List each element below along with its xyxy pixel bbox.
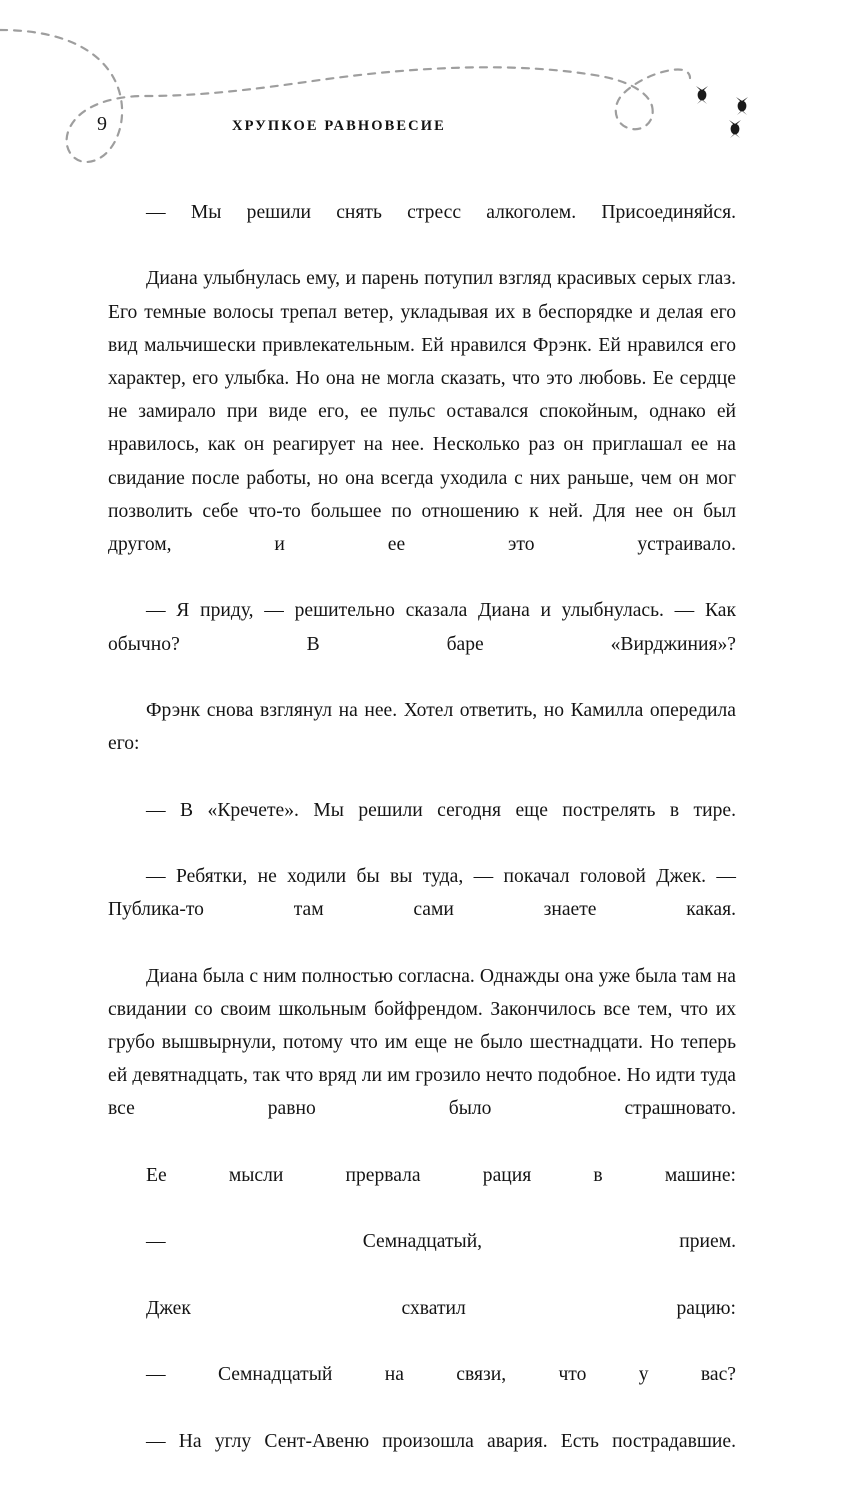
paragraph: — Семнадцатый на связи, что у вас? <box>146 1364 736 1386</box>
page-header <box>0 0 844 190</box>
paragraph: — Ребятки, не ходили бы вы туда, — покачал головой Джек. — Публика-то там сами знаете какая. <box>108 866 736 921</box>
bee-icon <box>736 97 748 115</box>
paragraph: Диана улыбнулась ему, и парень потупил взгляд красивых серых глаз. Его темные волосы трепал ветер, укладывая их в беспорядке и делая его вид мальчишески привлекательным. Ей нравился Фрэнк. Ей нравился его характер, его улыбка. Но она не могла сказать, что это любовь. Ее сердце не замирало при виде его, ее пульс оставался спокойным, однако ей нравилось, как он реагирует на нее. Несколько раз он приглашал ее на свидание после работы, но она всегда уходила с них раньше, чем он мог позволить себе что-то большее по отношению к ней. Для нее он был другом, и ее это устраивало. <box>108 268 736 556</box>
paragraph: — Семнадцатый, прием. <box>146 1231 736 1253</box>
bee-icon <box>729 120 741 138</box>
paragraph: Диана была с ним полностью согласна. Однажды она уже была там на свидании со своим школьным бойфрендом. Закончилось все тем, что их грубо вышвырнули, потому что им еще не было шестнадцати. Но теперь ей девятнадцать, так что вряд ли им грозило нечто подобное. Но идти туда все равно было страшновато. <box>108 965 736 1120</box>
dashed-curve-with-bees-icon <box>0 0 844 190</box>
paragraph: — На углу Сент-Авеню произошла авария. Есть пострадавшие. <box>146 1430 736 1452</box>
running-title: ХРУПКОЕ РАВНОВЕСИЕ <box>232 118 446 134</box>
paragraph: — Мы решили снять стресс алкоголем. Присоединяйся. <box>146 202 736 223</box>
paragraph: Джек схватил рацию: <box>146 1297 736 1319</box>
bee-icon <box>696 86 708 104</box>
paragraph: Ее мысли прервала рация в машине: <box>146 1164 736 1186</box>
page-number: 9 <box>97 113 107 135</box>
paragraph: — В «Кречете». Мы решили сегодня еще пострелять в тире. <box>146 799 736 821</box>
body-text <box>108 196 736 1491</box>
paragraph: Фрэнк снова взглянул на нее. Хотел ответить, но Камилла опередила его: <box>108 700 736 755</box>
paragraph: — Я приду, — решительно сказала Диана и улыбнулась. — Как обычно? В баре «Вирджиния»? <box>108 600 736 655</box>
